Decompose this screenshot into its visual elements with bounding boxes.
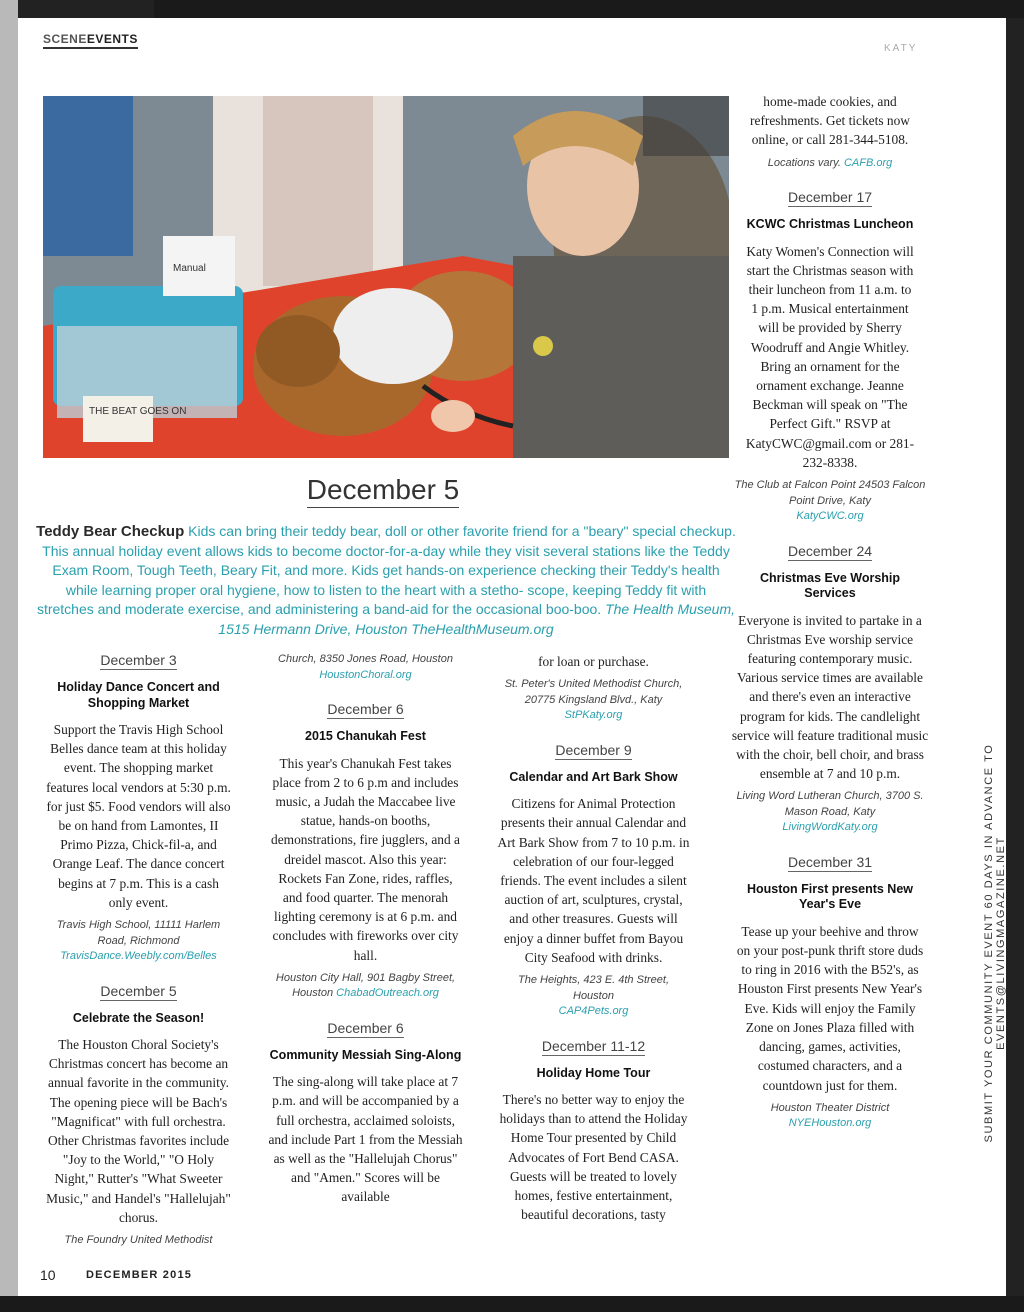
event-body: Katy Women's Connection will start the Christmas season with their luncheon from 11 a.m. to 1 p.m. Musical entertainment will be provided by Sherry Woodruff and Angie Whitley. Bring an ornament for the ornament exchange. Jeanne Beckman will speak on "The Perfect Gift." RSVP at KatyCWC@gmail.com or 281-232-8338. <box>745 243 915 470</box>
event-link[interactable]: TravisDance.Weebly.com/Belles <box>60 950 217 963</box>
event-location: Living Word Lutheran Church, 3700 S. Mason Road, Katy <box>736 790 924 818</box>
event-location: Travis High School, 11111 Harlem Road, Richmond <box>56 919 221 947</box>
event-body: Citizens for Animal Protection presents their annual Calendar and Art Bark Show from 7 to 10 p.m. in celebration of our four-legged friends. The event includes a silent auction of art, sculptures, crystal, and other treasures. Guests will enjoy a dinner buffet from Bayou City Seafood with drinks. <box>497 796 690 965</box>
event-title: 2015 Chanukah Fest <box>305 729 426 743</box>
feature-photo <box>43 96 729 458</box>
teddy-bear-photo-illustration <box>43 96 729 458</box>
feature-event <box>36 522 736 639</box>
event-date: December 6 <box>327 1019 404 1036</box>
event-body: The sing-along will take place at 7 p.m. and will be accompanied by a full orchestra, acclaimed soloists, and include Part 1 from the Messiah as well as the "Hallelujah Chorus" and "Amen." Scores will be available <box>268 1074 463 1205</box>
column-1 <box>46 652 231 1249</box>
event-location: Houston City Hall, 901 Bagby Street, Houston <box>275 971 456 1000</box>
event-body: Everyone is invited to partake in a Christmas Eve worship service featuring contemporary music. Various service times are available and there's even an interactive program for kids. The candlelight service will feature traditional music with the choir, bell choir, and brass ensemble at 7 and 10 p.m. <box>731 612 929 782</box>
region-label: KATY <box>884 43 918 54</box>
event-title: Houston First presents New Year's Eve <box>747 881 913 912</box>
event-body: Support the Travis High School Belles dance team at this holiday event. The shopping market features local vendors at 5:30 p.m. for just $5. Food vendors will also be on hand from Lamontes, II Primo Pizza, Chick-fil-a, and Orange Leaf. The dance concert begins at 7 p.m. This is a cash only event. <box>46 722 231 910</box>
event-date: December 5 <box>100 982 177 999</box>
continued-body: for loan or purchase. <box>538 654 649 669</box>
event-title: KCWC Christmas Luncheon <box>746 217 914 232</box>
feature-date-text: December 5 <box>307 474 460 508</box>
event-location: Church, 8350 Jones Road, Houston <box>278 653 453 665</box>
page-edge-top <box>154 0 1024 18</box>
feature-link[interactable]: TheHealthMuseum.org <box>411 620 554 637</box>
event-location: The Heights, 423 E. 4th Street, Houston <box>517 974 670 1002</box>
section-label-events: EVENTS <box>86 32 138 46</box>
event-body: This year's Chanukah Fest takes place from 2 to 6 p.m and includes music, a Judah the Maccabee live statue, hands-on booths, demonstrations, fire jugglers, and a dreidel mascot. Also this year: Rockets Fan Zone, rides, raffles, and food quarter. The menorah lighting ceremony is at 6 p.m. and concludes with fireworks over city hall. <box>271 755 460 963</box>
event-title: Christmas Eve Worship Services <box>759 570 901 601</box>
event-title: Holiday Dance Concert and Shopping Market <box>57 680 220 710</box>
event-body: There's no better way to enjoy the holidays than to attend the Holiday Home Tour presented by Child Advocates of Fort Bend CASA. Guests will be treated to lovely homes, festive entertainment, beautiful decorations, tasty <box>499 1092 688 1223</box>
event-date: December 31 <box>787 853 873 870</box>
feature-title: Teddy Bear Checkup <box>36 523 185 540</box>
event-link[interactable]: CAP4Pets.org <box>558 1005 629 1018</box>
event-link[interactable]: HoustonChoral.org <box>319 668 412 681</box>
event-body: The Houston Choral Society's Christmas concert has become an annual favorite in the community. The opening piece will be Bach's "Magnificat" with full orchestra. Other Christmas favorites include "Joy to the World," "O Holy Night," Rutter's "What Sweeter Music," and Handel's "Hallelujah" chorus. <box>46 1037 231 1225</box>
event-link[interactable]: StPKaty.org <box>564 709 623 722</box>
box-note-text: THE BEAT GOES ON <box>89 406 187 417</box>
event-link[interactable]: ChabadOutreach.org <box>336 987 439 1000</box>
event-date: December 24 <box>787 542 873 559</box>
event-link[interactable]: KatyCWC.org <box>796 510 864 523</box>
event-title: Community Messiah Sing-Along <box>269 1047 462 1062</box>
event-date: December 11-12 <box>541 1037 646 1054</box>
issue-date: DECEMBER 2015 <box>86 1269 193 1281</box>
column-2 <box>268 652 463 1207</box>
continued-location <box>268 652 463 683</box>
page-edge-left <box>0 0 18 1312</box>
page-number: 10 <box>40 1267 56 1283</box>
event-location: St. Peter's United Methodist Church, 20775 Kingsland Blvd., Katy <box>504 678 683 706</box>
page-edge-bottom <box>0 1296 1024 1312</box>
event-link[interactable]: NYEHouston.org <box>788 1117 872 1130</box>
feature-date <box>218 474 548 506</box>
event-title: Calendar and Art Bark Show <box>509 769 678 784</box>
column-3 <box>496 652 691 1224</box>
continued-body: home-made cookies, and refreshments. Get tickets now online, or call 281-344-5108. <box>750 94 910 148</box>
event-link[interactable]: CAFB.org <box>843 156 893 169</box>
event-date: December 3 <box>100 652 177 668</box>
event-link[interactable]: LivingWordKaty.org <box>782 821 878 834</box>
section-label-scene: SCENE <box>43 32 87 46</box>
event-location: The Foundry United Methodist <box>64 1234 213 1247</box>
section-label <box>43 32 138 49</box>
event-title: Celebrate the Season! <box>72 1010 205 1025</box>
feature-location: The Health Museum, 1515 Hermann Drive, Houston <box>218 601 736 637</box>
event-date: December 6 <box>327 701 404 717</box>
event-location: Houston Theater District <box>770 1101 890 1114</box>
event-location: The Club at Falcon Point 24503 Falcon Point Drive, Katy <box>734 479 926 507</box>
event-body: Tease up your beehive and throw on your post-punk thrift store duds to ring in 2016 with the B52's, as Houston First presents New Year's Eve. Kids will enjoy the Family Zone on Jones Plaza filled with dancing, games, activities, costumed characters, and a countdown just for them. <box>736 923 924 1093</box>
magazine-page <box>18 18 1006 1296</box>
column-4 <box>730 92 930 1132</box>
event-date: December 9 <box>555 741 632 758</box>
event-title: Holiday Home Tour <box>536 1065 651 1080</box>
box-label-text: Manual <box>173 263 206 274</box>
submission-note: SUBMIT YOUR COMMUNITY EVENT 60 DAYS IN ADVANCE TO EVENTS@LIVINGMAGAZINE.NET <box>983 743 1007 1143</box>
feature-body: Kids can bring their teddy bear, doll or other favorite friend for a "beary" special checkup. This annual holiday event allows kids to become doctor-for-a-day while they visit several stations like the Teddy Exam Room, Tough Teeth, Beary Fit, and more. Kids get hands-on experience checking their Teddy's health while learning proper oral hygiene, how to listen to the heart with a stetho- scope, keeping Teddy fit with stretches and moderate exercise, and administering a band-aid for the occasional boo-boo. <box>36 523 736 617</box>
event-date: December 17 <box>787 189 873 206</box>
submission-sidebar <box>980 658 1007 1228</box>
event-location: Locations vary. <box>767 156 841 169</box>
